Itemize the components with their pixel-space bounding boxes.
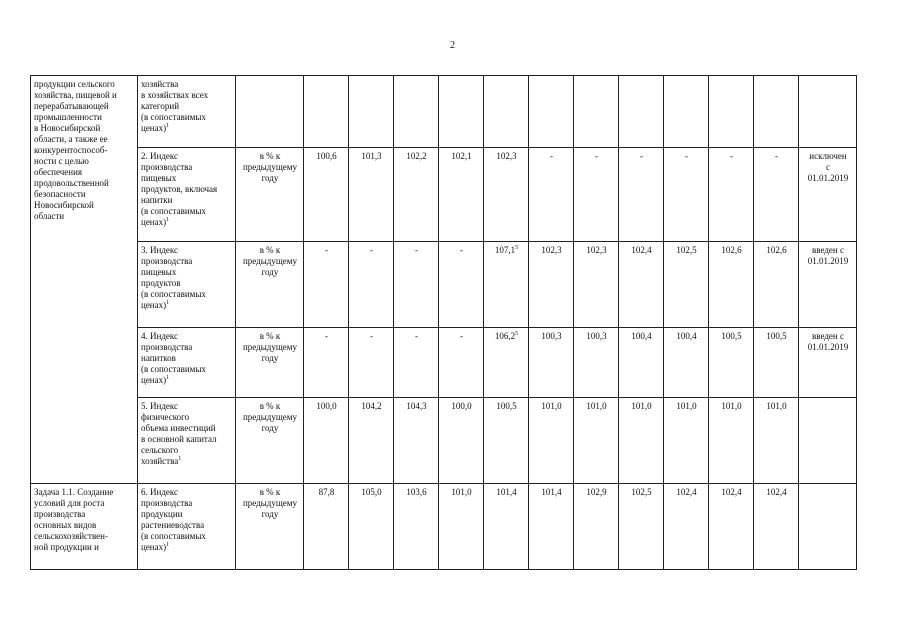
text-line: продукции сельского [34, 79, 115, 89]
value-text: 102,3 [586, 245, 607, 255]
value-cell [439, 242, 484, 328]
value-cell [304, 328, 349, 398]
text-line: году [261, 267, 279, 277]
text-line: промышленности [34, 112, 102, 122]
value-text: 100,3 [541, 331, 562, 341]
text-line: предыдущему [242, 256, 298, 266]
value-cell [574, 484, 619, 570]
footnote-mark: 1 [166, 375, 170, 381]
value-text: 101,3 [361, 151, 382, 161]
text-line: 2. Индекс [141, 151, 179, 161]
text-line: введен с [812, 331, 844, 341]
value-text: 101,0 [586, 401, 607, 411]
value-text: 102,4 [676, 487, 697, 497]
value-cell [529, 398, 574, 484]
text-line: (в сопоставимых [141, 364, 206, 374]
unit-cell [236, 148, 304, 242]
text-line: производства [141, 498, 193, 508]
value-cell [754, 328, 799, 398]
value-text: 102,4 [631, 245, 652, 255]
value-text: - [415, 331, 418, 341]
value-text: 104,2 [361, 401, 382, 411]
indicator-cell [138, 398, 236, 484]
text-line: (в сопоставимых [141, 289, 206, 299]
value-cell [709, 484, 754, 570]
text-line: предыдущему [242, 162, 298, 172]
text-line: продовольственной [34, 178, 109, 188]
value-text: 102,4 [766, 487, 787, 497]
value-cell [619, 484, 664, 570]
value-cell [574, 148, 619, 242]
text-line: Задача 1.1. Создание [34, 487, 114, 497]
footnote-mark: 1 [166, 217, 170, 223]
value-text: 102,6 [766, 245, 787, 255]
value-cell [349, 398, 394, 484]
value-cell [619, 148, 664, 242]
text-line: (в сопоставимых [141, 206, 206, 216]
value-cell [304, 148, 349, 242]
value-cell [304, 242, 349, 328]
text-line: предыдущему [242, 412, 298, 422]
value-cell [664, 398, 709, 484]
note-cell [799, 148, 857, 242]
value-text: 101,0 [541, 401, 562, 411]
value-text: - [685, 151, 688, 161]
text-line: предыдущему [242, 498, 298, 508]
text-line: 6. Индекс [141, 487, 179, 497]
value-text: 102,5 [676, 245, 697, 255]
value-text: 107,1 [494, 245, 516, 255]
text-line: конкурентоспособ- [34, 145, 108, 155]
table-row [31, 76, 857, 148]
value-cell [574, 328, 619, 398]
value-cell [394, 484, 439, 570]
text-line: производства [141, 256, 193, 266]
value-cell [529, 328, 574, 398]
table-row [31, 484, 857, 570]
text-line: растениеводства [141, 520, 205, 530]
text-line: производства [34, 509, 86, 519]
value-cell [304, 484, 349, 570]
value-cell [349, 76, 394, 148]
note-cell [799, 242, 857, 328]
text-line: предыдущему [242, 342, 298, 352]
value-text: - [370, 245, 373, 255]
value-cell [349, 148, 394, 242]
value-cell [619, 242, 664, 328]
value-text: 100,6 [316, 151, 337, 161]
value-text: 101,0 [631, 401, 652, 411]
value-text: 104,3 [406, 401, 427, 411]
text-line: (в сопоставимых [141, 112, 206, 122]
value-cell [394, 76, 439, 148]
value-cell [529, 242, 574, 328]
value-cell [394, 328, 439, 398]
value-cell [709, 76, 754, 148]
text-line: области [34, 211, 65, 221]
text-line: условий для роста [34, 498, 105, 508]
value-cell [754, 484, 799, 570]
value-cell [484, 76, 529, 148]
value-text: - [730, 151, 733, 161]
unit-cell [236, 398, 304, 484]
task-cell [31, 484, 138, 570]
text-line: в % к [259, 245, 281, 255]
value-cell [394, 398, 439, 484]
value-cell [529, 484, 574, 570]
text-line: перерабатывающей [34, 101, 109, 111]
text-line: в % к [259, 487, 281, 497]
value-text: 102,2 [406, 151, 427, 161]
value-text: 102,3 [496, 151, 517, 161]
value-cell [754, 398, 799, 484]
value-text: 100,3 [586, 331, 607, 341]
text-line: 01.01.2019 [807, 256, 849, 266]
footnote-mark: 5 [515, 245, 519, 251]
value-cell [664, 484, 709, 570]
indicator-cell [138, 484, 236, 570]
text-line: ценах) [141, 542, 167, 552]
value-text: 102,9 [586, 487, 607, 497]
value-cell [349, 328, 394, 398]
value-cell [529, 148, 574, 242]
text-line: продукции [141, 509, 183, 519]
indicators-table [30, 75, 857, 570]
unit-cell [236, 242, 304, 328]
value-text: 102,4 [721, 487, 742, 497]
value-text: 102,5 [631, 487, 652, 497]
text-line: в % к [259, 331, 281, 341]
text-line: хозяйства, пищевой и [34, 90, 117, 100]
value-cell [349, 242, 394, 328]
page-number: 2 [450, 40, 455, 51]
text-line: ценах) [141, 217, 167, 227]
text-line: продуктов [141, 278, 181, 288]
text-line: с [826, 162, 830, 172]
value-text: 106,2 [494, 331, 516, 341]
text-line: основных видов [34, 520, 97, 530]
text-line: году [261, 509, 279, 519]
text-line: 5. Индекс [141, 401, 179, 411]
value-cell [574, 76, 619, 148]
text-line: в Новосибирской [34, 123, 101, 133]
text-line: области, а также ее [34, 134, 108, 144]
value-cell [709, 148, 754, 242]
value-cell [664, 76, 709, 148]
indicator-cell [138, 76, 236, 148]
text-line: производства [141, 342, 193, 352]
value-text: - [550, 151, 553, 161]
value-text: 101,4 [496, 487, 517, 497]
value-cell [484, 328, 529, 398]
value-cell [439, 484, 484, 570]
text-line: Новосибирской [34, 200, 94, 210]
value-text: 101,0 [766, 401, 787, 411]
text-line: ценах) [141, 123, 167, 133]
value-text: - [775, 151, 778, 161]
note-cell [799, 484, 857, 570]
value-text: - [595, 151, 598, 161]
value-text: 103,6 [406, 487, 427, 497]
value-text: 100,4 [631, 331, 652, 341]
text-line: 01.01.2019 [807, 342, 849, 352]
value-text: - [640, 151, 643, 161]
text-line: хозяйства [141, 79, 179, 89]
text-line: году [261, 353, 279, 363]
value-cell [574, 242, 619, 328]
text-line: пищевых [141, 173, 177, 183]
text-line: в основной капитал [141, 434, 217, 444]
text-line: объема инвестиций [141, 423, 216, 433]
footnote-mark: 1 [178, 456, 182, 462]
indicator-cell [138, 148, 236, 242]
footnote-mark: 1 [166, 300, 170, 306]
value-text: 102,3 [541, 245, 562, 255]
value-text: 100,4 [676, 331, 697, 341]
text-line: сельского [141, 445, 179, 455]
value-text: 101,0 [451, 487, 472, 497]
text-line: сельскохозяйствен- [34, 531, 108, 541]
text-line: году [261, 173, 279, 183]
value-cell [439, 328, 484, 398]
task-cell [31, 76, 138, 484]
value-text: 101,0 [676, 401, 697, 411]
value-text: - [460, 331, 463, 341]
value-cell [619, 76, 664, 148]
value-text: 87,8 [318, 487, 335, 497]
value-text: 101,4 [541, 487, 562, 497]
value-cell [619, 328, 664, 398]
table-row [31, 328, 857, 398]
value-cell [484, 484, 529, 570]
value-cell [484, 148, 529, 242]
value-cell [439, 398, 484, 484]
value-cell [304, 398, 349, 484]
value-text: 101,0 [721, 401, 742, 411]
value-text: 102,6 [721, 245, 742, 255]
text-line: ценах) [141, 375, 167, 385]
value-cell [664, 242, 709, 328]
text-line: ности с целью [34, 156, 89, 166]
indicator-cell [138, 242, 236, 328]
text-line: продуктов, включая [141, 184, 218, 194]
value-cell [484, 398, 529, 484]
text-line: производства [141, 162, 193, 172]
value-cell [664, 328, 709, 398]
value-text: - [325, 331, 328, 341]
text-line: категорий [141, 101, 180, 111]
value-text: 100,0 [451, 401, 472, 411]
value-cell [304, 76, 349, 148]
text-line: физического [141, 412, 190, 422]
text-line: 3. Индекс [141, 245, 179, 255]
value-cell [664, 148, 709, 242]
value-text: 100,0 [316, 401, 337, 411]
table-row [31, 148, 857, 242]
text-line: в хозяйствах всех [141, 90, 209, 100]
text-line: исключен [809, 151, 847, 161]
value-cell [439, 76, 484, 148]
value-cell [394, 148, 439, 242]
indicator-cell [138, 328, 236, 398]
unit-cell [236, 484, 304, 570]
note-cell [799, 76, 857, 148]
value-text: 100,5 [766, 331, 787, 341]
text-line: 01.01.2019 [807, 173, 849, 183]
value-text: - [370, 331, 373, 341]
value-text: - [415, 245, 418, 255]
table-row [31, 398, 857, 484]
unit-cell [236, 76, 304, 148]
text-line: ной продукции и [34, 542, 99, 552]
footnote-mark: 5 [515, 331, 519, 337]
text-line: безопасности [34, 189, 86, 199]
value-cell [754, 148, 799, 242]
value-cell [394, 242, 439, 328]
unit-cell [236, 328, 304, 398]
text-line: ценах) [141, 300, 167, 310]
footnote-mark: 1 [166, 542, 170, 548]
value-text: 105,0 [361, 487, 382, 497]
value-cell [484, 242, 529, 328]
text-line: обеспечения [34, 167, 83, 177]
value-text: - [325, 245, 328, 255]
value-cell [709, 398, 754, 484]
text-line: 4. Индекс [141, 331, 179, 341]
text-line: (в сопоставимых [141, 531, 206, 541]
footnote-mark: 1 [166, 123, 170, 129]
value-cell [349, 484, 394, 570]
text-line: введен с [812, 245, 844, 255]
text-line: в % к [259, 401, 281, 411]
value-text: - [460, 245, 463, 255]
value-cell [529, 76, 574, 148]
text-line: в % к [259, 151, 281, 161]
value-cell [709, 242, 754, 328]
text-line: году [261, 423, 279, 433]
value-cell [754, 242, 799, 328]
value-cell [619, 398, 664, 484]
value-cell [754, 76, 799, 148]
value-text: 100,5 [721, 331, 742, 341]
value-text: 100,5 [496, 401, 517, 411]
text-line: напитки [141, 195, 173, 205]
text-line: пищевых [141, 267, 177, 277]
value-cell [439, 148, 484, 242]
text-line: напитков [141, 353, 176, 363]
value-text: 102,1 [451, 151, 472, 161]
note-cell [799, 328, 857, 398]
table-row [31, 242, 857, 328]
value-cell [574, 398, 619, 484]
value-cell [709, 328, 754, 398]
note-cell [799, 398, 857, 484]
text-line: хозяйства [141, 456, 179, 466]
